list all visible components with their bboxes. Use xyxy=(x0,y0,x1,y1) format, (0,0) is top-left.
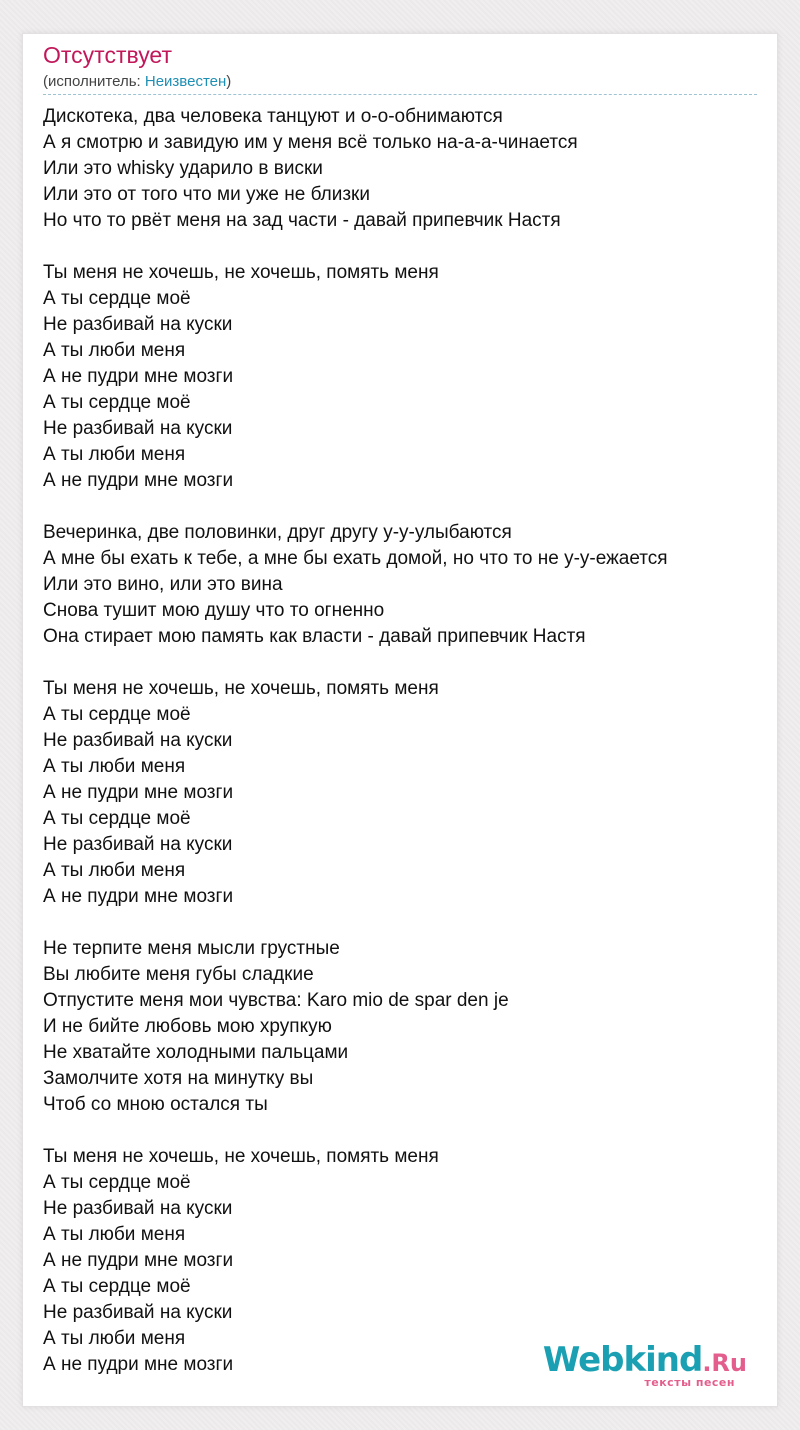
title-divider xyxy=(43,94,757,95)
lyric-line: А не пудри мне мозги xyxy=(43,366,234,387)
lyric-line: А ты люби меня xyxy=(43,860,186,881)
lyric-line: Снова тушит мою душу что то огненно xyxy=(43,600,385,621)
lyric-line: Не разбивай на куски xyxy=(43,1302,233,1323)
lyric-line: Отпустите меня мои чувства: Karo mio de spar den je xyxy=(43,990,509,1011)
lyrics-card xyxy=(22,33,778,1407)
stanza-gap xyxy=(43,494,763,520)
lyric-line: А ты сердце моё xyxy=(43,392,191,413)
artist-suffix: ) xyxy=(226,73,232,90)
lyric-line: А не пудри мне мозги xyxy=(43,1354,234,1375)
lyric-line: Не разбивай на куски xyxy=(43,834,233,855)
lyric-line: А ты сердце моё xyxy=(43,1172,191,1193)
stanza-gap xyxy=(43,650,763,676)
lyric-line: А я смотрю и завидую им у меня всё только на-а-а-чинается xyxy=(43,132,578,153)
lyric-line: А ты люби меня xyxy=(43,1224,186,1245)
logo-ru-text: .Ru xyxy=(702,1349,747,1377)
lyric-line: И не бийте любовь мою хрупкую xyxy=(43,1016,332,1037)
stanza-gap xyxy=(43,234,763,260)
lyric-line: А ты сердце моё xyxy=(43,704,191,725)
lyric-line: Вы любите меня губы сладкие xyxy=(43,964,314,985)
song-title: Отсутствует xyxy=(43,42,172,68)
lyric-line: А ты сердце моё xyxy=(43,1276,191,1297)
lyric-line: А ты люби меня xyxy=(43,1328,186,1349)
lyric-line: А не пудри мне мозги xyxy=(43,470,234,491)
lyric-line: Ты меня не хочешь, не хочешь, помять меня xyxy=(43,678,439,699)
lyric-line: А не пудри мне мозги xyxy=(43,1250,234,1271)
lyric-line: Чтоб со мною остался ты xyxy=(43,1094,268,1115)
logo-subtitle: тексты песен xyxy=(644,1376,735,1389)
lyric-line: А мне бы ехать к тебе, а мне бы ехать домой, но что то не у-у-ежается xyxy=(43,548,668,569)
lyric-line: Ты меня не хочешь, не хочешь, помять меня xyxy=(43,1146,439,1167)
lyric-line: Или это whisky ударило в виски xyxy=(43,158,323,179)
stanza-gap xyxy=(43,910,763,936)
webkind-logo[interactable] xyxy=(542,1340,747,1389)
lyric-line: Не разбивай на куски xyxy=(43,730,233,751)
lyric-line: А ты сердце моё xyxy=(43,808,191,829)
stanza-gap xyxy=(43,1118,763,1144)
lyric-line: Не терпите меня мысли грустные xyxy=(43,938,340,959)
lyric-line: А ты люби меня xyxy=(43,756,186,777)
lyric-line: А не пудри мне мозги xyxy=(43,886,234,907)
artist-link[interactable]: Неизвестен xyxy=(144,73,227,90)
lyric-line: Или это вино, или это вина xyxy=(43,574,283,595)
lyric-line: Замолчите хотя на минутку вы xyxy=(43,1068,314,1089)
lyrics-text xyxy=(43,104,763,1378)
lyric-line: Она стирает мою память как власти - давай припевчик Настя xyxy=(43,626,586,647)
lyric-line: Дискотека, два человека танцуют и о-о-обнимаются xyxy=(43,106,503,127)
lyric-line: А ты люби меня xyxy=(43,340,186,361)
lyric-line: Не разбивай на куски xyxy=(43,1198,233,1219)
lyric-line: Но что то рвёт меня на зад части - давай припевчик Настя xyxy=(43,210,561,231)
logo-main-text: Webkind xyxy=(542,1340,703,1380)
lyric-line: Не разбивай на куски xyxy=(43,314,233,335)
lyric-line: А не пудри мне мозги xyxy=(43,782,234,803)
lyric-line: А ты сердце моё xyxy=(43,288,191,309)
artist-prefix: (исполнитель: xyxy=(43,73,145,90)
lyric-line: Или это от того что ми уже не близки xyxy=(43,184,370,205)
lyric-line: Вечеринка, две половинки, друг другу у-у-улыбаются xyxy=(43,522,512,543)
lyric-line: Не хватайте холодными пальцами xyxy=(43,1042,349,1063)
artist-byline xyxy=(43,73,231,90)
lyric-line: Ты меня не хочешь, не хочешь, помять меня xyxy=(43,262,439,283)
lyric-line: Не разбивай на куски xyxy=(43,418,233,439)
lyric-line: А ты люби меня xyxy=(43,444,186,465)
